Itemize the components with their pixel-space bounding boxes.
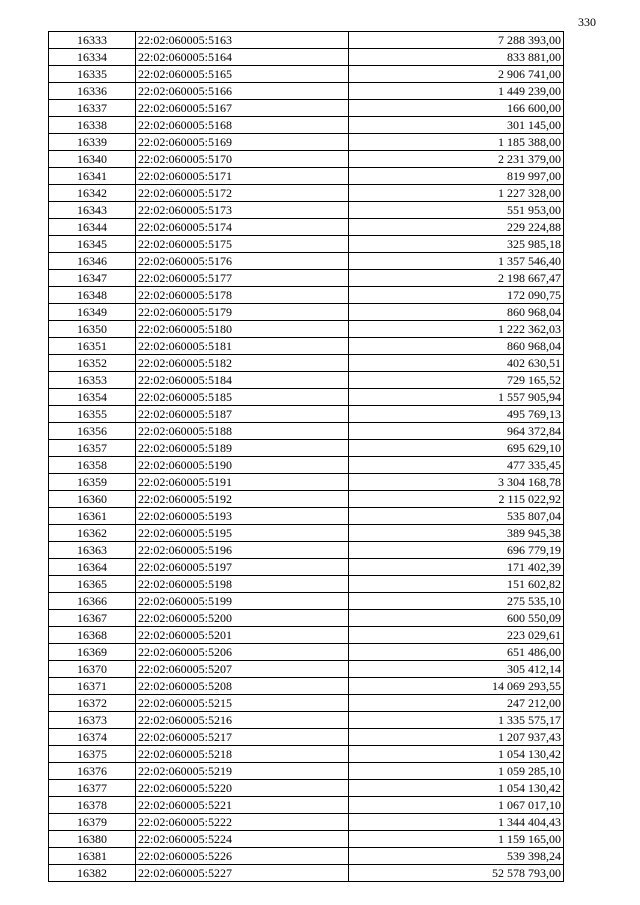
cadastral-number-cell: 22:02:060005:5181 xyxy=(136,338,349,355)
cadastral-value-cell: 539 398,24 xyxy=(349,848,564,865)
table-row xyxy=(49,406,564,423)
cadastral-number-cell: 22:02:060005:5169 xyxy=(136,134,349,151)
cadastral-value-cell: 151 602,82 xyxy=(349,576,564,593)
row-number-cell: 16348 xyxy=(49,287,136,304)
cadastral-number-cell: 22:02:060005:5216 xyxy=(136,712,349,729)
table-row xyxy=(49,49,564,66)
cadastral-number-cell: 22:02:060005:5177 xyxy=(136,270,349,287)
cadastral-value-cell: 3 304 168,78 xyxy=(349,474,564,491)
cadastral-number-cell: 22:02:060005:5197 xyxy=(136,559,349,576)
cadastral-value-cell: 1 185 388,00 xyxy=(349,134,564,151)
row-number-cell: 16378 xyxy=(49,797,136,814)
cadastral-number-cell: 22:02:060005:5199 xyxy=(136,593,349,610)
table-row xyxy=(49,712,564,729)
cadastral-number-cell: 22:02:060005:5192 xyxy=(136,491,349,508)
row-number-cell: 16358 xyxy=(49,457,136,474)
cadastral-number-cell: 22:02:060005:5185 xyxy=(136,389,349,406)
table-row xyxy=(49,729,564,746)
cadastral-number-cell: 22:02:060005:5218 xyxy=(136,746,349,763)
cadastral-number-cell: 22:02:060005:5221 xyxy=(136,797,349,814)
cadastral-value-cell: 325 985,18 xyxy=(349,236,564,253)
cadastral-value-cell: 1 227 328,00 xyxy=(349,185,564,202)
row-number-cell: 16373 xyxy=(49,712,136,729)
cadastral-value-cell: 695 629,10 xyxy=(349,440,564,457)
cadastral-value-cell: 2 115 022,92 xyxy=(349,491,564,508)
cadastral-number-cell: 22:02:060005:5165 xyxy=(136,66,349,83)
cadastral-value-cell: 172 090,75 xyxy=(349,287,564,304)
cadastral-number-cell: 22:02:060005:5224 xyxy=(136,831,349,848)
cadastral-value-cell: 651 486,00 xyxy=(349,644,564,661)
row-number-cell: 16355 xyxy=(49,406,136,423)
table-row xyxy=(49,389,564,406)
row-number-cell: 16381 xyxy=(49,848,136,865)
cadastral-value-cell: 305 412,14 xyxy=(349,661,564,678)
table-row xyxy=(49,610,564,627)
table-row xyxy=(49,66,564,83)
cadastral-number-cell: 22:02:060005:5215 xyxy=(136,695,349,712)
table-row xyxy=(49,219,564,236)
table-row xyxy=(49,117,564,134)
table-row xyxy=(49,457,564,474)
cadastral-value-cell: 1 159 165,00 xyxy=(349,831,564,848)
row-number-cell: 16342 xyxy=(49,185,136,202)
row-number-cell: 16370 xyxy=(49,661,136,678)
row-number-cell: 16349 xyxy=(49,304,136,321)
table-row xyxy=(49,321,564,338)
cadastral-value-cell: 1 449 239,00 xyxy=(349,83,564,100)
cadastral-number-cell: 22:02:060005:5178 xyxy=(136,287,349,304)
page-number: 330 xyxy=(578,15,596,29)
cadastral-value-cell: 2 906 741,00 xyxy=(349,66,564,83)
cadastral-number-cell: 22:02:060005:5176 xyxy=(136,253,349,270)
cadastral-value-cell: 1 557 905,94 xyxy=(349,389,564,406)
cadastral-value-cell: 301 145,00 xyxy=(349,117,564,134)
row-number-cell: 16377 xyxy=(49,780,136,797)
cadastral-number-cell: 22:02:060005:5175 xyxy=(136,236,349,253)
cadastral-number-cell: 22:02:060005:5182 xyxy=(136,355,349,372)
cadastral-number-cell: 22:02:060005:5187 xyxy=(136,406,349,423)
cadastral-value-cell: 495 769,13 xyxy=(349,406,564,423)
row-number-cell: 16379 xyxy=(49,814,136,831)
table-row xyxy=(49,185,564,202)
row-number-cell: 16357 xyxy=(49,440,136,457)
row-number-cell: 16380 xyxy=(49,831,136,848)
row-number-cell: 16352 xyxy=(49,355,136,372)
cadastral-value-cell: 860 968,04 xyxy=(349,304,564,321)
row-number-cell: 16375 xyxy=(49,746,136,763)
row-number-cell: 16345 xyxy=(49,236,136,253)
row-number-cell: 16347 xyxy=(49,270,136,287)
cadastral-value-cell: 1 059 285,10 xyxy=(349,763,564,780)
table-row xyxy=(49,304,564,321)
row-number-cell: 16368 xyxy=(49,627,136,644)
cadastral-number-cell: 22:02:060005:5166 xyxy=(136,83,349,100)
cadastral-value-cell: 389 945,38 xyxy=(349,525,564,542)
row-number-cell: 16337 xyxy=(49,100,136,117)
row-number-cell: 16363 xyxy=(49,542,136,559)
cadastral-number-cell: 22:02:060005:5173 xyxy=(136,202,349,219)
table-row xyxy=(49,797,564,814)
cadastral-number-cell: 22:02:060005:5207 xyxy=(136,661,349,678)
table-row xyxy=(49,831,564,848)
cadastral-value-cell: 223 029,61 xyxy=(349,627,564,644)
table-row xyxy=(49,134,564,151)
cadastral-value-cell: 1 054 130,42 xyxy=(349,780,564,797)
cadastral-value-cell: 1 054 130,42 xyxy=(349,746,564,763)
table-row xyxy=(49,151,564,168)
table-row xyxy=(49,525,564,542)
table-row xyxy=(49,763,564,780)
cadastral-value-cell: 696 779,19 xyxy=(349,542,564,559)
cadastral-number-cell: 22:02:060005:5219 xyxy=(136,763,349,780)
row-number-cell: 16371 xyxy=(49,678,136,695)
cadastral-number-cell: 22:02:060005:5170 xyxy=(136,151,349,168)
cadastral-value-cell: 600 550,09 xyxy=(349,610,564,627)
cadastral-number-cell: 22:02:060005:5198 xyxy=(136,576,349,593)
table-row xyxy=(49,746,564,763)
table-row xyxy=(49,848,564,865)
cadastral-value-cell: 275 535,10 xyxy=(349,593,564,610)
row-number-cell: 16362 xyxy=(49,525,136,542)
cadastral-value-cell: 171 402,39 xyxy=(349,559,564,576)
row-number-cell: 16336 xyxy=(49,83,136,100)
table-row xyxy=(49,627,564,644)
table-row xyxy=(49,287,564,304)
table-row xyxy=(49,542,564,559)
row-number-cell: 16339 xyxy=(49,134,136,151)
row-number-cell: 16382 xyxy=(49,865,136,882)
row-number-cell: 16346 xyxy=(49,253,136,270)
cadastral-number-cell: 22:02:060005:5222 xyxy=(136,814,349,831)
row-number-cell: 16343 xyxy=(49,202,136,219)
table-row xyxy=(49,678,564,695)
table-row xyxy=(49,508,564,525)
cadastral-number-cell: 22:02:060005:5226 xyxy=(136,848,349,865)
row-number-cell: 16361 xyxy=(49,508,136,525)
row-number-cell: 16364 xyxy=(49,559,136,576)
cadastral-number-cell: 22:02:060005:5227 xyxy=(136,865,349,882)
cadastral-value-cell: 7 288 393,00 xyxy=(349,32,564,49)
cadastral-number-cell: 22:02:060005:5191 xyxy=(136,474,349,491)
cadastral-number-cell: 22:02:060005:5201 xyxy=(136,627,349,644)
cadastral-number-cell: 22:02:060005:5188 xyxy=(136,423,349,440)
row-number-cell: 16372 xyxy=(49,695,136,712)
table-row xyxy=(49,355,564,372)
cadastral-value-cell: 14 069 293,55 xyxy=(349,678,564,695)
cadastral-value-cell: 229 224,88 xyxy=(349,219,564,236)
cadastral-value-cell: 1 344 404,43 xyxy=(349,814,564,831)
table-row xyxy=(49,814,564,831)
table-row xyxy=(49,865,564,882)
row-number-cell: 16354 xyxy=(49,389,136,406)
cadastral-value-cell: 247 212,00 xyxy=(349,695,564,712)
table-row xyxy=(49,474,564,491)
row-number-cell: 16334 xyxy=(49,49,136,66)
row-number-cell: 16340 xyxy=(49,151,136,168)
cadastral-number-cell: 22:02:060005:5167 xyxy=(136,100,349,117)
table-body xyxy=(49,32,564,882)
cadastral-number-cell: 22:02:060005:5168 xyxy=(136,117,349,134)
row-number-cell: 16335 xyxy=(49,66,136,83)
row-number-cell: 16369 xyxy=(49,644,136,661)
cadastral-value-cell: 860 968,04 xyxy=(349,338,564,355)
cadastral-value-cell: 551 953,00 xyxy=(349,202,564,219)
table-row xyxy=(49,168,564,185)
row-number-cell: 16338 xyxy=(49,117,136,134)
row-number-cell: 16351 xyxy=(49,338,136,355)
cadastral-value-cell: 1 335 575,17 xyxy=(349,712,564,729)
cadastral-number-cell: 22:02:060005:5200 xyxy=(136,610,349,627)
cadastral-number-cell: 22:02:060005:5163 xyxy=(136,32,349,49)
cadastral-number-cell: 22:02:060005:5171 xyxy=(136,168,349,185)
cadastral-number-cell: 22:02:060005:5174 xyxy=(136,219,349,236)
table-row xyxy=(49,695,564,712)
cadastral-number-cell: 22:02:060005:5189 xyxy=(136,440,349,457)
row-number-cell: 16353 xyxy=(49,372,136,389)
cadastral-value-cell: 2 198 667,47 xyxy=(349,270,564,287)
cadastral-value-cell: 402 630,51 xyxy=(349,355,564,372)
cadastral-number-cell: 22:02:060005:5179 xyxy=(136,304,349,321)
cadastral-value-cell: 729 165,52 xyxy=(349,372,564,389)
row-number-cell: 16376 xyxy=(49,763,136,780)
row-number-cell: 16365 xyxy=(49,576,136,593)
table-row xyxy=(49,83,564,100)
table-row xyxy=(49,576,564,593)
row-number-cell: 16356 xyxy=(49,423,136,440)
table-row xyxy=(49,593,564,610)
cadastral-number-cell: 22:02:060005:5193 xyxy=(136,508,349,525)
cadastral-number-cell: 22:02:060005:5184 xyxy=(136,372,349,389)
table-row xyxy=(49,372,564,389)
cadastral-number-cell: 22:02:060005:5195 xyxy=(136,525,349,542)
cadastral-value-cell: 819 997,00 xyxy=(349,168,564,185)
cadastral-number-cell: 22:02:060005:5196 xyxy=(136,542,349,559)
table-row xyxy=(49,423,564,440)
table-row xyxy=(49,780,564,797)
cadastral-number-cell: 22:02:060005:5220 xyxy=(136,780,349,797)
table-row xyxy=(49,253,564,270)
row-number-cell: 16341 xyxy=(49,168,136,185)
cadastral-value-cell: 477 335,45 xyxy=(349,457,564,474)
cadastral-number-cell: 22:02:060005:5172 xyxy=(136,185,349,202)
cadastral-value-cell: 964 372,84 xyxy=(349,423,564,440)
cadastral-value-cell: 1 357 546,40 xyxy=(349,253,564,270)
table-row xyxy=(49,440,564,457)
row-number-cell: 16359 xyxy=(49,474,136,491)
cadastral-value-table xyxy=(48,31,564,882)
row-number-cell: 16374 xyxy=(49,729,136,746)
table-row xyxy=(49,236,564,253)
cadastral-value-cell: 1 207 937,43 xyxy=(349,729,564,746)
cadastral-value-cell: 833 881,00 xyxy=(349,49,564,66)
row-number-cell: 16350 xyxy=(49,321,136,338)
table-row xyxy=(49,491,564,508)
cadastral-value-cell: 535 807,04 xyxy=(349,508,564,525)
cadastral-number-cell: 22:02:060005:5164 xyxy=(136,49,349,66)
cadastral-number-cell: 22:02:060005:5206 xyxy=(136,644,349,661)
table-row xyxy=(49,100,564,117)
table-row xyxy=(49,338,564,355)
cadastral-value-cell: 166 600,00 xyxy=(349,100,564,117)
row-number-cell: 16344 xyxy=(49,219,136,236)
cadastral-number-cell: 22:02:060005:5208 xyxy=(136,678,349,695)
table-row xyxy=(49,559,564,576)
cadastral-value-cell: 2 231 379,00 xyxy=(349,151,564,168)
cadastral-value-cell: 1 222 362,03 xyxy=(349,321,564,338)
cadastral-number-cell: 22:02:060005:5180 xyxy=(136,321,349,338)
cadastral-value-cell: 1 067 017,10 xyxy=(349,797,564,814)
table-row xyxy=(49,644,564,661)
table-row xyxy=(49,202,564,219)
cadastral-value-cell: 52 578 793,00 xyxy=(349,865,564,882)
cadastral-number-cell: 22:02:060005:5217 xyxy=(136,729,349,746)
row-number-cell: 16333 xyxy=(49,32,136,49)
cadastral-number-cell: 22:02:060005:5190 xyxy=(136,457,349,474)
table-row xyxy=(49,32,564,49)
row-number-cell: 16366 xyxy=(49,593,136,610)
table-row xyxy=(49,661,564,678)
row-number-cell: 16367 xyxy=(49,610,136,627)
table-row xyxy=(49,270,564,287)
row-number-cell: 16360 xyxy=(49,491,136,508)
